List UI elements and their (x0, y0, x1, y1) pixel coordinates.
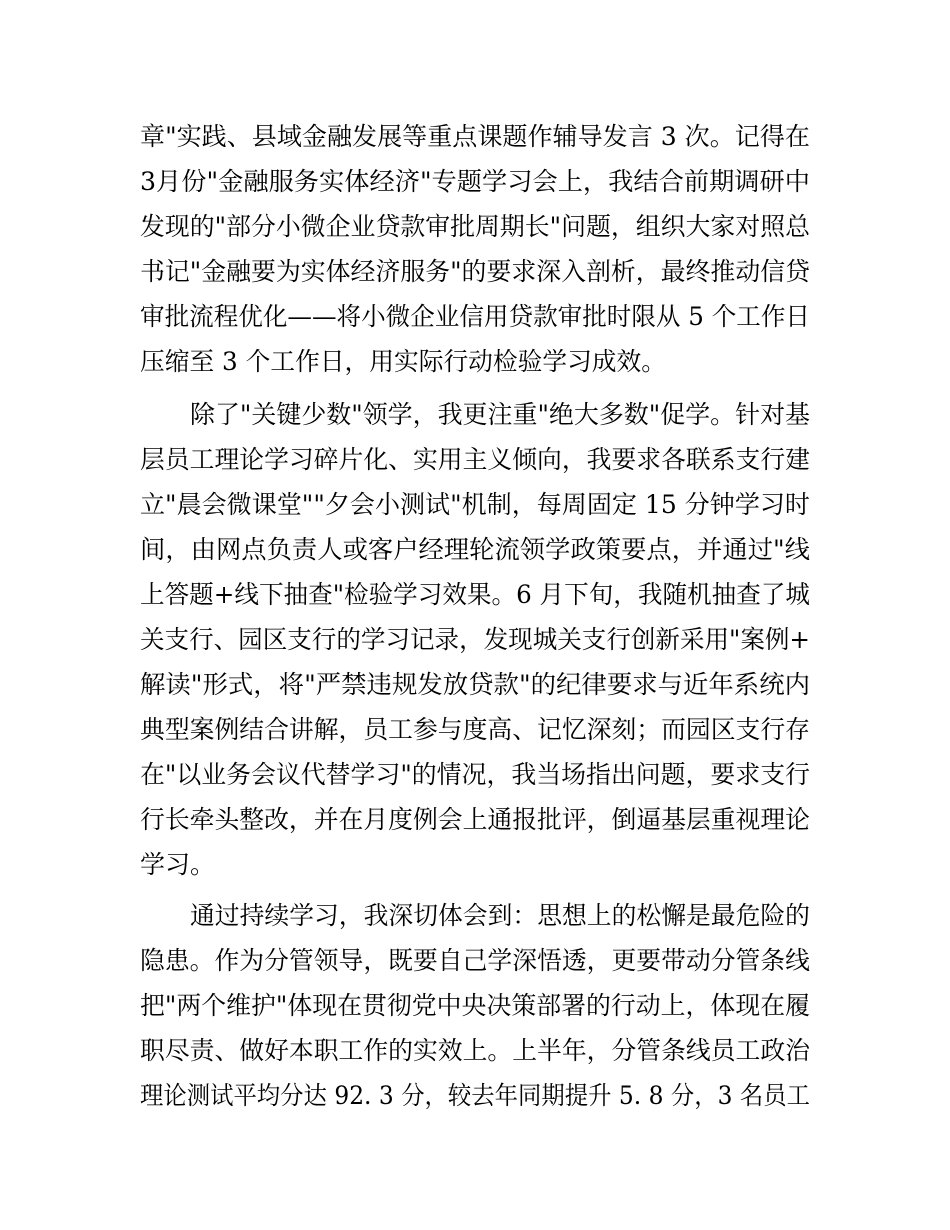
line-text: 层员工理论学习碎片化、实用主义倾向，我要求各联系支行建 (140, 445, 810, 474)
text-line (0, 573, 950, 617)
line-text: 发现的"部分小微企业贷款审批周期长"问题，组织大家对照总 (140, 212, 810, 241)
line-text: 压缩至 3 个工作日，用实际行动检验学习成效。 (140, 347, 666, 376)
text-line (0, 340, 950, 384)
text-line (0, 708, 950, 752)
text-line (0, 939, 950, 983)
line-text: 立"晨会微课堂""夕会小测试"机制，每周固定 15 分钟学习时 (140, 490, 810, 519)
line-text: 章"实践、县域金融发展等重点课题作辅导发言 3 次。记得在 (140, 122, 810, 151)
line-text: 解读"形式，将"严禁违规发放贷款"的纪律要求与近年系统内 (140, 670, 810, 699)
line-text: 理论测试平均分达 92. 3 分，较去年同期提升 5. 8 分，3 名员工 (140, 1081, 810, 1110)
line-text: 审批流程优化——将小微企业信用贷款审批时限从 5 个工作日 (140, 302, 810, 331)
text-line (0, 1074, 950, 1118)
text-line (0, 984, 950, 1028)
line-text: 典型案例结合讲解，员工参与度高、记忆深刻；而园区支行存 (140, 715, 810, 744)
text-line (0, 295, 950, 339)
line-text: 把"两个维护"体现在贯彻党中央决策部署的行动上，体现在履 (140, 991, 810, 1020)
text-line (0, 205, 950, 249)
line-text: 关支行、园区支行的学习记录，发现城关支行创新采用"案例+ (140, 625, 810, 654)
line-text: 学习。 (140, 850, 216, 879)
line-text: 行长牵头整改，并在月度例会上通报批评，倒逼基层重视理论 (140, 805, 810, 834)
text-line (0, 528, 950, 572)
text-line (0, 753, 950, 797)
text-line (0, 663, 950, 707)
text-line (0, 894, 950, 938)
line-text: 除了"关键少数"领学，我更注重"绝大多数"促学。针对基 (190, 400, 810, 429)
text-line (0, 483, 950, 527)
text-line (0, 843, 950, 887)
line-text: 上答题+线下抽查"检验学习效果。6 月下旬，我随机抽查了城 (140, 580, 810, 609)
text-line (0, 250, 950, 294)
line-text: 职尽责、做好本职工作的实效上。上半年，分管条线员工政治 (140, 1036, 810, 1065)
text-line (0, 160, 950, 204)
text-line (0, 618, 950, 662)
text-line (0, 1029, 950, 1073)
line-text: 通过持续学习，我深切体会到：思想上的松懈是最危险的 (190, 901, 810, 930)
text-line (0, 115, 950, 159)
line-text: 书记"金融要为实体经济服务"的要求深入剖析，最终推动信贷 (140, 257, 810, 286)
text-line (0, 393, 950, 437)
line-text: 间，由网点负责人或客户经理轮流领学政策要点，并通过"线 (140, 535, 810, 564)
text-line (0, 798, 950, 842)
line-text: 隐患。作为分管领导，既要自己学深悟透，更要带动分管条线 (140, 946, 810, 975)
line-text: 在"以业务会议代替学习"的情况，我当场指出问题，要求支行 (140, 760, 810, 789)
text-line (0, 438, 950, 482)
line-text: 3月份"金融服务实体经济"专题学习会上，我结合前期调研中 (140, 167, 810, 196)
